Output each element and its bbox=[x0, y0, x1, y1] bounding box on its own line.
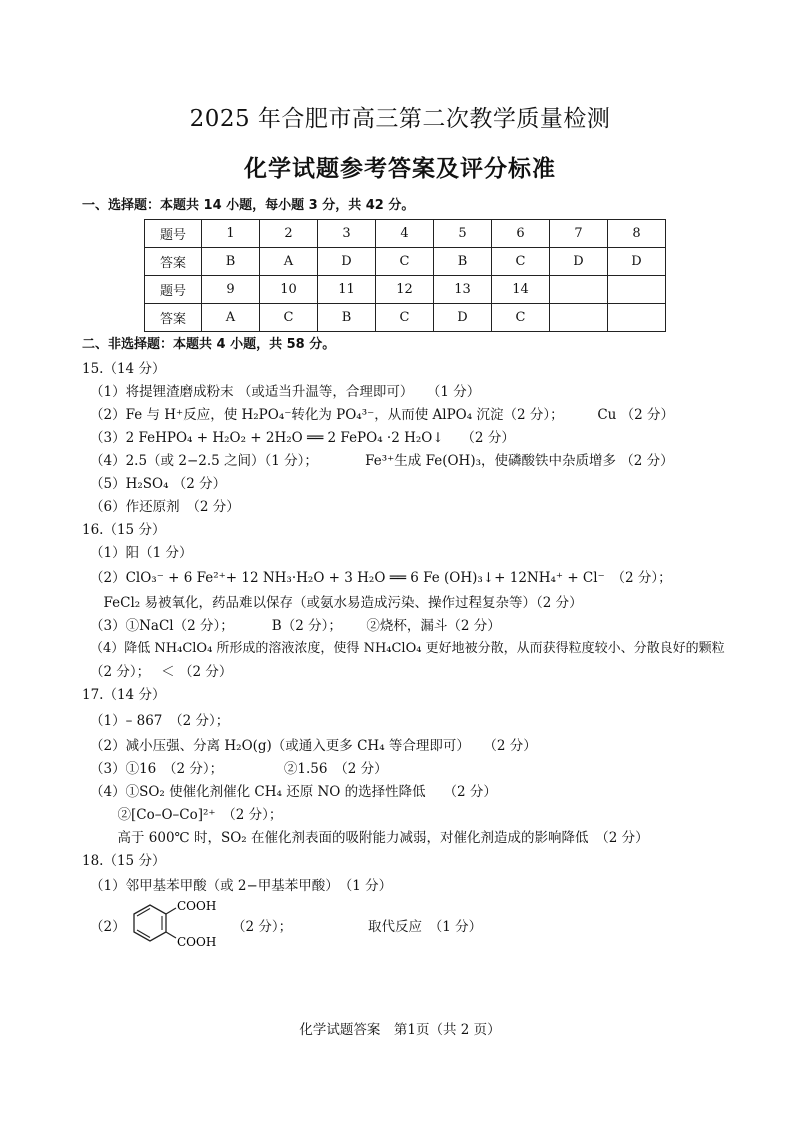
answer-cell: D bbox=[608, 248, 666, 276]
q17-answer-4-2: ②[Co–O–Co]²⁺ （2 分）； bbox=[104, 807, 283, 823]
page-footer: 化学试题答案 第1页（共 2 页） bbox=[299, 1022, 501, 1038]
qnum-cell: 4 bbox=[376, 220, 434, 248]
answer-cell: C bbox=[492, 304, 550, 332]
q16-answer-4: （4）降低 NH₄ClO₄ 所形成的溶液浓度，使得 NH₄ClO₄ 更好地被分散，从而获得粒度较小、分散良好的颗粒 bbox=[90, 641, 725, 656]
qnum-cell: 2 bbox=[260, 220, 318, 248]
answer-cell: C bbox=[376, 248, 434, 276]
q15-answer-6: （6）作还原剂 （2 分） bbox=[90, 499, 240, 515]
answer-cell: B bbox=[318, 304, 376, 332]
qnum-cell: 5 bbox=[434, 220, 492, 248]
answer-cell: D bbox=[550, 248, 608, 276]
q18-answer-2-score: （2 分）； bbox=[232, 919, 293, 935]
q18-answer-2-prefix: （2） bbox=[90, 919, 126, 935]
qnum-cell: 14 bbox=[492, 276, 550, 304]
section2-heading: 二、非选择题：本题共 4 小题，共 58 分。 bbox=[82, 337, 336, 352]
phthalic-acid-structure bbox=[118, 900, 228, 960]
table-row bbox=[145, 304, 666, 332]
q15-answer-3: （3）2 FeHPO₄ + H₂O₂ + 2H₂O ══ 2 FePO₄ ·2 H₂O↓ （2 分） bbox=[90, 430, 515, 446]
qnum-cell: 9 bbox=[202, 276, 260, 304]
qnum-cell: 13 bbox=[434, 276, 492, 304]
benzene-ring bbox=[134, 905, 166, 941]
answer-cell bbox=[608, 304, 666, 332]
answer-cell: C bbox=[376, 304, 434, 332]
answer-cell bbox=[550, 304, 608, 332]
q16-answer-4-cont: （2 分）； ＜ （2 分） bbox=[90, 664, 233, 680]
q16-answer-2: （2）ClO₃⁻ + 6 Fe²⁺+ 12 NH₃·H₂O + 3 H₂O ══ 6 Fe (OH)₃↓+ 12NH₄⁺ + Cl⁻ （2 分）； bbox=[90, 570, 672, 586]
qnum-cell bbox=[550, 276, 608, 304]
q17-answer-4-3: 高于 600℃ 时，SO₂ 在催化剂表面的吸附能力减弱，对催化剂造成的影响降低 （2 分） bbox=[104, 830, 649, 846]
qnum-cell: 3 bbox=[318, 220, 376, 248]
q16-answer-3: （3）①NaCl（2 分）； B（2 分）； ②烧杯，漏斗（2 分） bbox=[90, 618, 501, 634]
answer-cell: A bbox=[260, 248, 318, 276]
answer-table bbox=[144, 219, 666, 332]
q16-answer-1: （1）阳（1 分） bbox=[90, 545, 193, 561]
q17-answer-3: （3）①16 （2 分）； ②1.56 （2 分） bbox=[90, 761, 388, 777]
answer-label: 答案 bbox=[145, 304, 202, 332]
qnum-cell: 12 bbox=[376, 276, 434, 304]
q15-header: 15.（14 分） bbox=[82, 361, 166, 377]
exam-title: 2025 年合肥市高三第二次教学质量检测 bbox=[189, 106, 611, 132]
qnum-cell: 7 bbox=[550, 220, 608, 248]
q17-answer-2: （2）减小压强、分离 H₂O(g)（或通入更多 CH₄ 等合理即可） （2 分） bbox=[90, 738, 537, 754]
qnum-label: 题号 bbox=[145, 276, 202, 304]
q17-answer-4: （4）①SO₂ 使催化剂催化 CH₄ 还原 NO 的选择性降低 （2 分） bbox=[90, 784, 497, 800]
double-bond bbox=[137, 930, 150, 938]
qnum-cell: 6 bbox=[492, 220, 550, 248]
answer-label: 答案 bbox=[145, 248, 202, 276]
q17-header: 17.（14 分） bbox=[82, 687, 166, 703]
section1-heading: 一、选择题：本题共 14 小题，每小题 3 分，共 42 分。 bbox=[82, 198, 415, 213]
answer-cell: D bbox=[434, 304, 492, 332]
answer-key-subtitle: 化学试题参考答案及评分标准 bbox=[244, 156, 556, 182]
table-row bbox=[145, 276, 666, 304]
q16-answer-2-cont: FeCl₂ 易被氧化，药品难以保存（或氨水易造成污染、操作过程复杂等）（2 分） bbox=[90, 595, 583, 611]
answer-cell: D bbox=[318, 248, 376, 276]
qnum-cell: 1 bbox=[202, 220, 260, 248]
qnum-cell bbox=[608, 276, 666, 304]
answer-cell: C bbox=[260, 304, 318, 332]
answer-cell: A bbox=[202, 304, 260, 332]
bond-top bbox=[166, 908, 176, 914]
answer-cell: B bbox=[434, 248, 492, 276]
answer-cell: C bbox=[492, 248, 550, 276]
table-row bbox=[145, 248, 666, 276]
q16-header: 16.（15 分） bbox=[82, 522, 166, 538]
qnum-cell: 10 bbox=[260, 276, 318, 304]
cooh-bottom-label: COOH bbox=[177, 935, 217, 949]
qnum-cell: 11 bbox=[318, 276, 376, 304]
q18-header: 18.（15 分） bbox=[82, 853, 166, 869]
answer-cell: B bbox=[202, 248, 260, 276]
table-row bbox=[145, 220, 666, 248]
qnum-cell: 8 bbox=[608, 220, 666, 248]
q15-answer-1: （1）将提锂渣磨成粉末 （或适当升温等，合理即可） （1 分） bbox=[90, 384, 481, 400]
double-bond bbox=[137, 909, 150, 917]
q17-answer-1: （1）– 867 （2 分）； bbox=[90, 713, 230, 729]
q15-answer-5: （5）H₂SO₄ （2 分） bbox=[90, 476, 227, 492]
q18-answer-2-reaction: 取代反应 （1 分） bbox=[368, 919, 483, 935]
cooh-top-label: COOH bbox=[177, 900, 217, 913]
q15-answer-2: （2）Fe 与 H⁺反应，使 H₂PO₄⁻转化为 PO₄³⁻，从而使 AlPO₄ 沉淀（2 分）； Cu （2 分） bbox=[90, 407, 675, 423]
qnum-label: 题号 bbox=[145, 220, 202, 248]
q18-answer-1: （1）邻甲基苯甲酸（或 2−甲基苯甲酸） （1 分） bbox=[90, 878, 393, 894]
q15-answer-4: （4）2.5（或 2−2.5 之间）（1 分）； Fe³⁺生成 Fe(OH)₃，使磷酸铁中杂质增多 （2 分） bbox=[90, 453, 674, 469]
bond-bottom bbox=[166, 932, 176, 938]
